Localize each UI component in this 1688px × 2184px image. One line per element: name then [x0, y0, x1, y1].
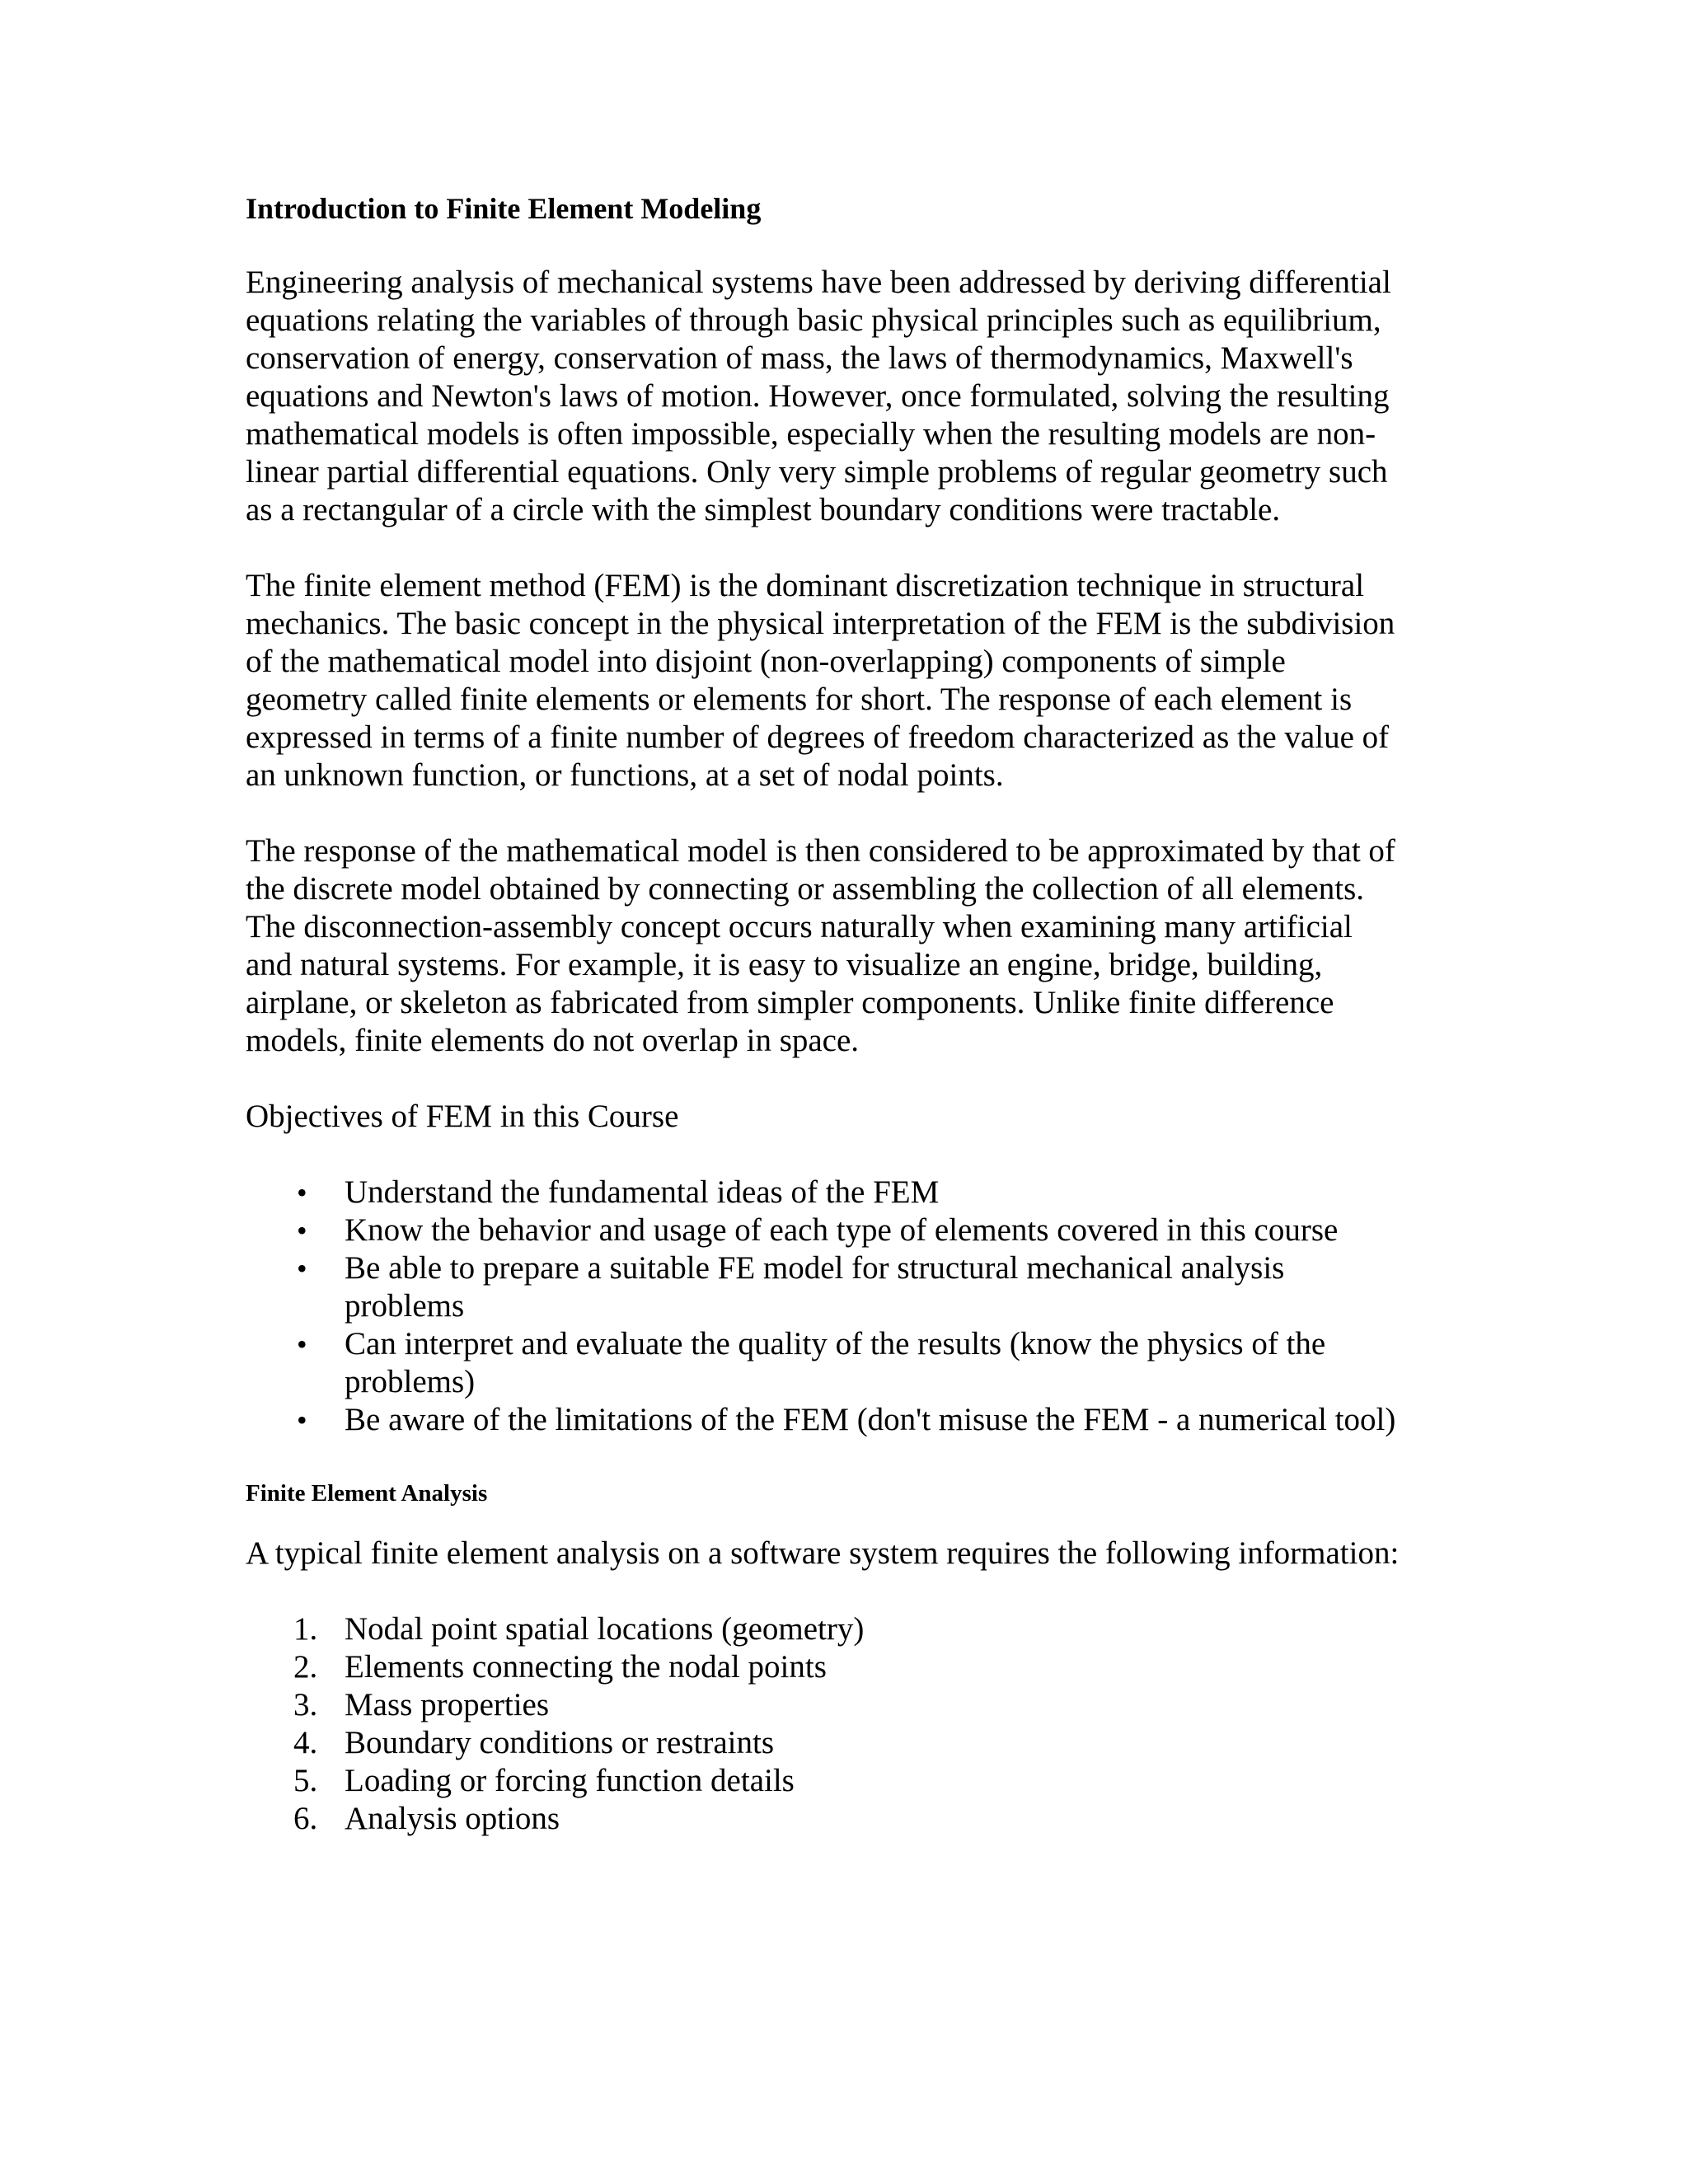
paragraph-line: Engineering analysis of mechanical systems have been addressed by deriving differential	[246, 265, 1391, 300]
paragraph-line: geometry called finite elements or elements for short. The response of each element is	[246, 682, 1353, 717]
bullet-icon: •	[297, 1404, 307, 1436]
list-item	[246, 1610, 1482, 1648]
list-item	[246, 1212, 1482, 1249]
list-item-text: Boundary conditions or restraints	[345, 1725, 774, 1760]
paragraph-line: mathematical models is often impossible, especially when the resulting models are non-	[246, 416, 1376, 452]
list-item-text: Elements connecting the nodal points	[345, 1649, 827, 1685]
bullet-icon: •	[297, 1328, 307, 1361]
paragraph-line: airplane, or skeleton as fabricated from simpler components. Unlike finite difference	[246, 985, 1334, 1020]
paragraph-line: mechanics. The basic concept in the physical interpretation of the FEM is the subdivision	[246, 606, 1395, 641]
paragraph-engineering-analysis	[246, 264, 1482, 529]
list-item-number: 4.	[293, 1725, 318, 1760]
list-item	[246, 1249, 1482, 1325]
list-item-number: 6.	[293, 1801, 318, 1836]
paragraph-line: equations and Newton's laws of motion. However, once formulated, solving the resulting	[246, 378, 1390, 414]
list-item	[246, 1648, 1482, 1686]
fea-intro: A typical finite element analysis on a software system requires the following information:	[246, 1535, 1400, 1571]
list-item-number: 3.	[293, 1687, 318, 1722]
paragraph-line: as a rectangular of a circle with the simplest boundary conditions were tractable.	[246, 492, 1281, 527]
list-item-text: Analysis options	[345, 1801, 560, 1836]
list-item-text: Be aware of the limitations of the FEM (don't misuse the FEM - a numerical tool)	[345, 1402, 1396, 1437]
paragraph-line: of the mathematical model into disjoint (non-overlapping) components of simple	[246, 644, 1286, 679]
fea-heading: Finite Element Analysis	[246, 1480, 488, 1507]
paragraph-line: and natural systems. For example, it is easy to visualize an engine, bridge, building,	[246, 947, 1323, 982]
paragraph-line: The finite element method (FEM) is the dominant discretization technique in structural	[246, 568, 1365, 603]
paragraph-line: an unknown function, or functions, at a set of nodal points.	[246, 757, 1004, 793]
paragraph-line: The disconnection-assembly concept occurs naturally when examining many artificial	[246, 909, 1353, 944]
list-item-text: Know the behavior and usage of each type of elements covered in this course	[345, 1212, 1339, 1248]
list-item	[246, 1174, 1482, 1212]
objectives-list	[246, 1174, 1482, 1439]
list-item-text: problems	[345, 1288, 465, 1324]
list-item	[246, 1686, 1482, 1724]
document-title: Introduction to Finite Element Modeling	[246, 192, 762, 225]
list-item	[246, 1724, 1482, 1762]
paragraph-line: equations relating the variables of through basic physical principles such as equilibrium,	[246, 302, 1381, 338]
list-item-number: 2.	[293, 1649, 318, 1685]
list-item-text: Be able to prepare a suitable FE model for structural mechanical analysis	[345, 1250, 1285, 1286]
list-item	[246, 1401, 1482, 1439]
paragraph-line: linear partial differential equations. Only very simple problems of regular geometry such	[246, 454, 1388, 490]
list-item-text: Loading or forcing function details	[345, 1763, 795, 1798]
paragraph-fem-definition	[246, 567, 1482, 794]
requirements-list	[246, 1610, 1482, 1838]
paragraph-line: expressed in terms of a finite number of degrees of freedom characterized as the value of	[246, 719, 1390, 755]
paragraph-model-response	[246, 832, 1482, 1060]
bullet-icon: •	[297, 1252, 307, 1285]
list-item	[246, 1800, 1482, 1838]
list-item-text: Can interpret and evaluate the quality of the results (know the physics of the	[345, 1326, 1326, 1361]
list-item	[246, 1762, 1482, 1800]
document-content	[246, 190, 1482, 1838]
list-item-number: 1.	[293, 1611, 318, 1647]
paragraph-line: the discrete model obtained by connecting or assembling the collection of all elements.	[246, 871, 1365, 907]
bullet-icon: •	[297, 1214, 307, 1247]
list-item-text: Mass properties	[345, 1687, 550, 1722]
list-item-text: Nodal point spatial locations (geometry)	[345, 1611, 865, 1647]
paragraph-line: The response of the mathematical model is then considered to be approximated by that of	[246, 833, 1395, 869]
list-item-text: problems)	[345, 1364, 476, 1399]
list-item-number: 5.	[293, 1763, 318, 1798]
paragraph-line: conservation of energy, conservation of mass, the laws of thermodynamics, Maxwell's	[246, 340, 1353, 376]
objectives-heading: Objectives of FEM in this Course	[246, 1099, 679, 1134]
list-item-text: Understand the fundamental ideas of the FEM	[345, 1174, 940, 1210]
bullet-icon: •	[297, 1176, 307, 1209]
list-item	[246, 1325, 1482, 1401]
paragraph-line: models, finite elements do not overlap in space.	[246, 1023, 860, 1058]
